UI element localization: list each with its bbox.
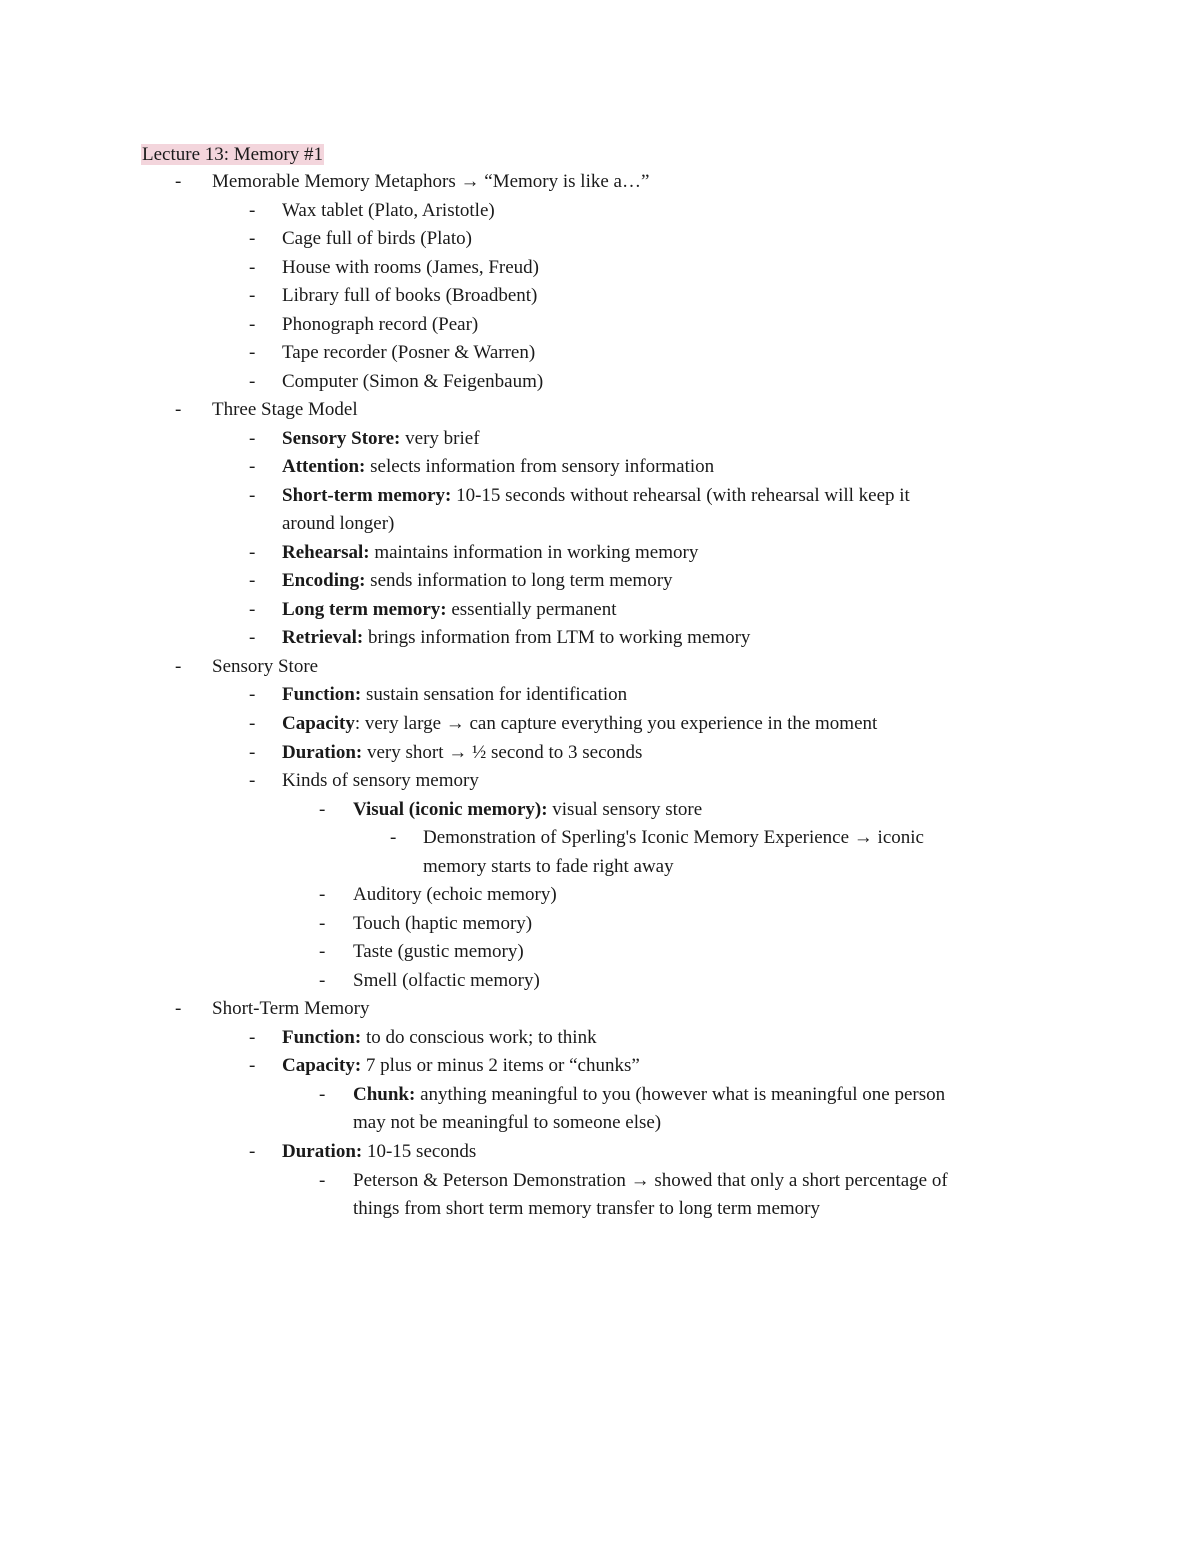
term-text: Kinds of sensory memory — [282, 770, 479, 791]
term-text: memory starts to fade right away — [423, 856, 674, 877]
term-text: maintains information in working memory — [369, 542, 699, 563]
term-text: visual sensory store — [547, 799, 703, 820]
bullet-dash: - — [319, 1084, 326, 1105]
term-label: Capacity: — [282, 1055, 362, 1076]
bullet-dash: - — [249, 371, 256, 392]
term-label: Duration: — [282, 742, 363, 763]
bullet-dash: - — [249, 713, 256, 734]
section-heading-three-stage: Three Stage Model — [212, 399, 358, 420]
term-text: 7 plus or minus 2 items or “chunks” — [361, 1055, 640, 1076]
metaphor-item: Computer (Simon & Feigenbaum) — [282, 371, 544, 392]
term-label: Function: — [282, 1027, 362, 1048]
section-heading-metaphors: Memorable Memory Metaphors → “Memory is like a…” — [212, 171, 650, 192]
term-text: sustain sensation for identification — [361, 684, 628, 705]
term-text: 10-15 seconds — [362, 1141, 477, 1162]
term-label: Short-term memory: — [282, 485, 452, 506]
metaphor-item: Library full of books (Broadbent) — [282, 285, 538, 306]
bullet-dash: - — [249, 257, 256, 278]
title-highlight: Lecture 13: Memory #1 — [142, 144, 323, 165]
bullet-dash: - — [319, 1170, 326, 1191]
bullet-dash: - — [175, 171, 182, 192]
bullet-dash: - — [249, 742, 256, 763]
bullet-dash: - — [175, 399, 182, 420]
metaphor-item: Tape recorder (Posner & Warren) — [282, 342, 536, 363]
metaphor-item: Wax tablet (Plato, Aristotle) — [282, 200, 495, 221]
term-text: anything meaningful to you (however what is meaningful one person — [415, 1084, 946, 1105]
term-label: Retrieval: — [282, 627, 364, 648]
term-text: essentially permanent — [446, 599, 617, 620]
bullet-dash: - — [249, 1027, 256, 1048]
page-title — [141, 142, 324, 168]
bullet-dash: - — [319, 799, 326, 820]
bullet-dash: - — [249, 599, 256, 620]
term-text: Peterson & Peterson Demonstration → showed that only a short percentage of — [353, 1170, 948, 1191]
bullet-dash: - — [249, 228, 256, 249]
term-text: 10-15 seconds without rehearsal (with rehearsal will keep it — [451, 485, 910, 506]
term-text: brings information from LTM to working memory — [363, 627, 751, 648]
term-text: Auditory (echoic memory) — [353, 884, 557, 905]
bullet-dash: - — [390, 827, 397, 848]
bullet-dash: - — [249, 428, 256, 449]
section-heading-sensory-store: Sensory Store — [212, 656, 319, 677]
metaphor-item: Cage full of birds (Plato) — [282, 228, 472, 249]
term-text: very brief — [400, 428, 480, 449]
term-label: Rehearsal: — [282, 542, 370, 563]
bullet-dash: - — [249, 456, 256, 477]
term-label: Duration: — [282, 1141, 363, 1162]
term-label: Encoding: — [282, 570, 366, 591]
term-text: : very large → can capture everything you experience in the moment — [354, 713, 878, 734]
bullet-dash: - — [249, 570, 256, 591]
bullet-dash: - — [249, 684, 256, 705]
term-label: Long term memory: — [282, 599, 447, 620]
term-label: Function: — [282, 684, 362, 705]
bullet-dash: - — [249, 200, 256, 221]
bullet-dash: - — [249, 314, 256, 335]
bullet-dash: - — [319, 941, 326, 962]
term-label: Visual (iconic memory): — [353, 799, 548, 820]
term-text: Demonstration of Sperling's Iconic Memory Experience → iconic — [423, 827, 924, 848]
bullet-dash: - — [249, 770, 256, 791]
section-heading-stm: Short-Term Memory — [212, 998, 370, 1019]
term-text: may not be meaningful to someone else) — [353, 1112, 662, 1133]
term-label: Attention: — [282, 456, 366, 477]
term-label: Sensory Store: — [282, 428, 401, 449]
bullet-dash: - — [249, 1055, 256, 1076]
term-text: selects information from sensory information — [365, 456, 715, 477]
term-text: sends information to long term memory — [365, 570, 673, 591]
term-text: Smell (olfactic memory) — [353, 970, 540, 991]
bullet-dash: - — [249, 485, 256, 506]
metaphor-item: Phonograph record (Pear) — [282, 314, 479, 335]
term-text: very short → ½ second to 3 seconds — [362, 742, 643, 763]
bullet-dash: - — [249, 285, 256, 306]
bullet-dash: - — [319, 884, 326, 905]
term-text: Taste (gustic memory) — [353, 941, 524, 962]
term-text: around longer) — [282, 513, 395, 534]
bullet-dash: - — [319, 913, 326, 934]
metaphor-item: House with rooms (James, Freud) — [282, 257, 539, 278]
term-text: to do conscious work; to think — [361, 1027, 597, 1048]
bullet-dash: - — [249, 627, 256, 648]
bullet-dash: - — [249, 1141, 256, 1162]
bullet-dash: - — [175, 998, 182, 1019]
term-label: Capacity — [282, 713, 355, 734]
term-text: things from short term memory transfer to long term memory — [353, 1198, 820, 1219]
bullet-dash: - — [249, 542, 256, 563]
bullet-dash: - — [319, 970, 326, 991]
bullet-dash: - — [175, 656, 182, 677]
term-text: Touch (haptic memory) — [353, 913, 533, 934]
bullet-dash: - — [249, 342, 256, 363]
term-label: Chunk: — [353, 1084, 416, 1105]
